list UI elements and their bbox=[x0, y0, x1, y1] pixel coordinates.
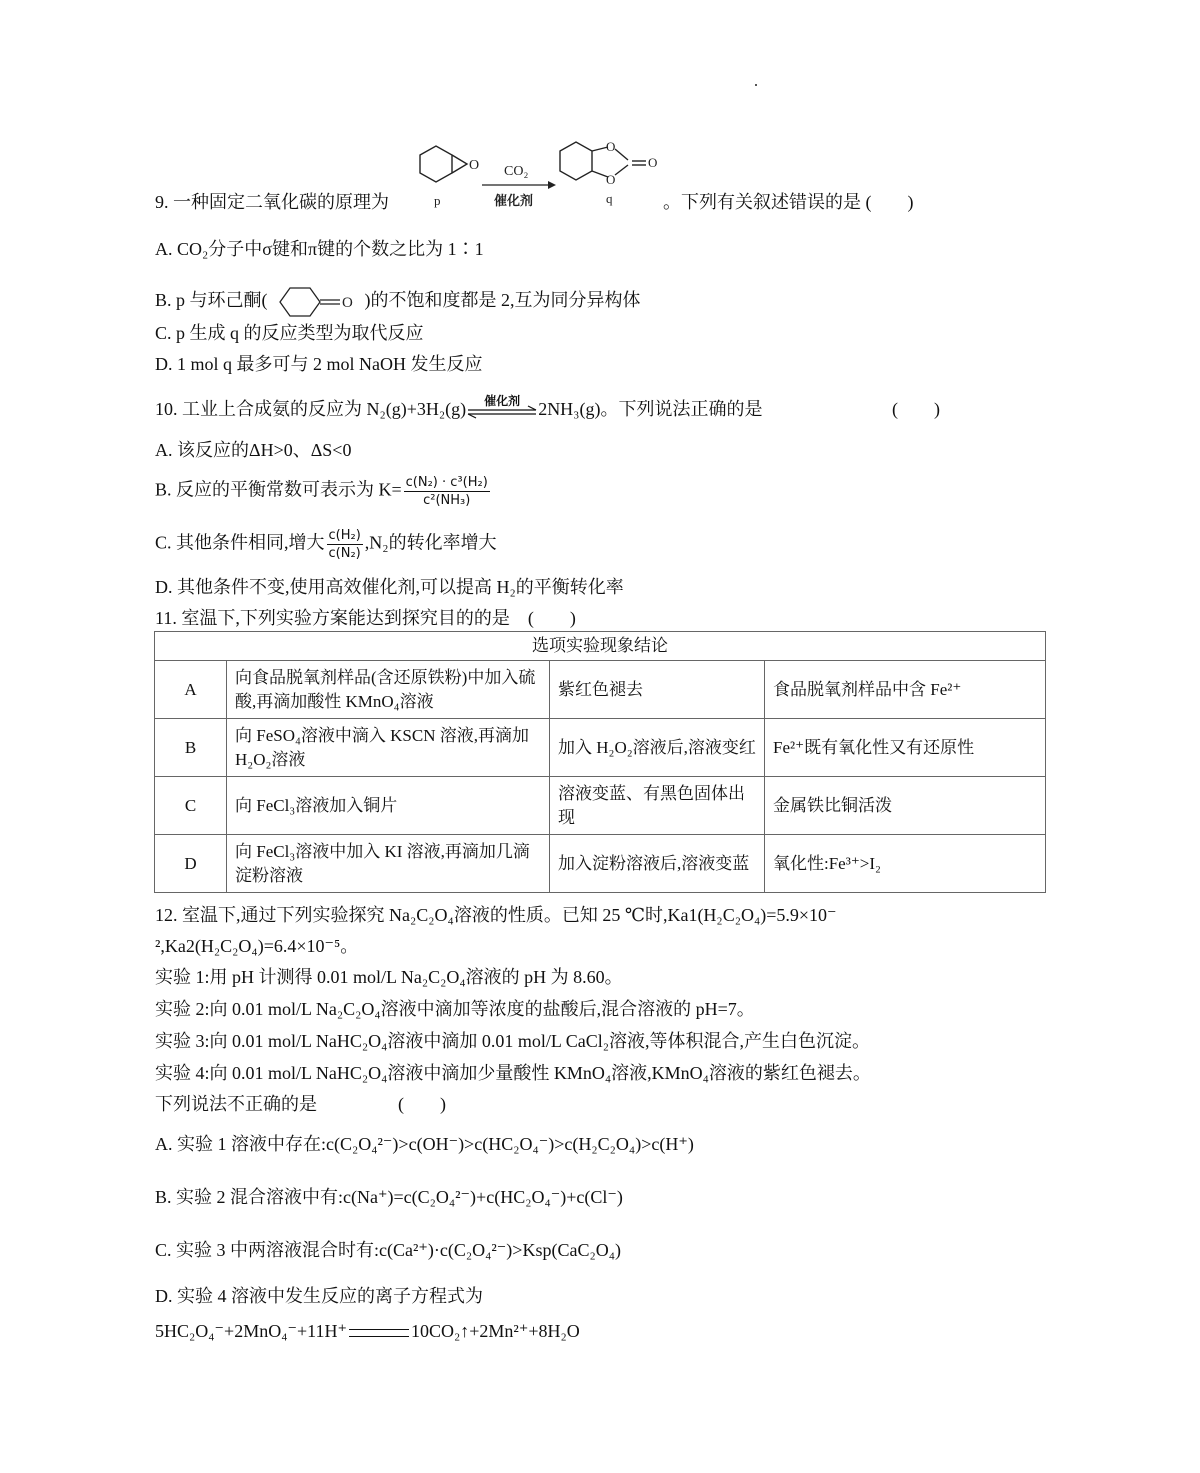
q12-stem-line1: 12. 室温下,通过下列实验探究 Na₂C₂O₄溶液的性质。已知 25 ℃时,Ka1(H₂C₂O₄)=5.9×10⁻ bbox=[155, 905, 837, 925]
q12-option-d: D. 实验 4 溶液中发生反应的离子方程式为 bbox=[155, 1286, 483, 1306]
table-row bbox=[155, 835, 1046, 893]
q12-ionic-equation bbox=[155, 1318, 580, 1344]
equilibrium-arrow bbox=[466, 393, 538, 420]
table-header-row bbox=[155, 632, 1046, 661]
k-denominator: c²(NH₃) bbox=[423, 493, 471, 508]
q12-ask: 下列说法不正确的是 bbox=[155, 1094, 317, 1114]
row-method: 向 FeCl₃溶液加入铜片 bbox=[227, 777, 550, 835]
q12-option-b: B. 实验 2 混合溶液中有:c(Na⁺)=c(C₂O₄²⁻)+c(HC₂O₄⁻)+c(Cl⁻) bbox=[155, 1187, 623, 1207]
q10-option-c-post: ,N₂的转化率增大 bbox=[364, 532, 497, 553]
q9-option-b-post: )的不饱和度都是 2,互为同分异构体 bbox=[364, 290, 641, 311]
q12-option-c: C. 实验 3 中两溶液混合时有:c(Ca²⁺)·c(C₂O₄²⁻)>Ksp(CaC₂O₄) bbox=[155, 1240, 621, 1260]
q10-answer-paren: ( ) bbox=[892, 399, 940, 419]
structure-q-oxygen-bottom: O bbox=[606, 172, 616, 187]
arrow-reagent: CO₂ bbox=[504, 164, 529, 179]
equation-left: 5HC₂O₄⁻+2MnO₄⁻+11H⁺ bbox=[155, 1321, 347, 1341]
cyclohexanone-structure bbox=[272, 282, 360, 322]
q12-option-a: A. 实验 1 溶液中存在:c(C₂O₄²⁻)>c(OH⁻)>c(HC₂O₄⁻)>c(H₂C₂O₄)>c(H⁺) bbox=[155, 1134, 694, 1154]
svg-text:O: O bbox=[342, 295, 353, 311]
structure-q-oxygen-carbonyl: O bbox=[648, 155, 658, 170]
q10-option-b-pre: B. 反应的平衡常数可表示为 K= bbox=[155, 479, 402, 500]
ratio-denominator: c(N₂) bbox=[328, 546, 361, 561]
structure-q-oxygen-top: O bbox=[606, 139, 616, 154]
table-row bbox=[155, 719, 1046, 777]
q9-option-b bbox=[155, 282, 641, 322]
row-label: B bbox=[155, 719, 227, 777]
row-label: C bbox=[155, 777, 227, 835]
equilibrium-catalyst: 催化剂 bbox=[484, 393, 521, 408]
q9-stem-post: 。下列有关叙述错误的是 ( ) bbox=[663, 192, 914, 212]
table-row bbox=[155, 661, 1046, 719]
row-conclusion: 氧化性:Fe³⁺>I₂ bbox=[765, 835, 1046, 893]
q12-experiment-3: 实验 3:向 0.01 mol/L NaHC₂O₄溶液中滴加 0.01 mol/L CaCl₂溶液,等体积混合,产生白色沉淀。 bbox=[155, 1031, 870, 1051]
row-conclusion: Fe²⁺既有氧化性又有还原性 bbox=[765, 719, 1046, 777]
q10-stem-post: 2NH₃(g)。下列说法正确的是 bbox=[538, 399, 763, 419]
structure-p-label: p bbox=[434, 193, 441, 208]
table-header: 选项实验现象结论 bbox=[155, 632, 1046, 661]
q10-option-b bbox=[155, 474, 492, 509]
structure-p bbox=[420, 146, 467, 182]
structure-q-label: q bbox=[606, 191, 613, 206]
structure-p-oxygen: O bbox=[469, 158, 480, 173]
row-method: 向 FeCl₃溶液中加入 KI 溶液,再滴加几滴淀粉溶液 bbox=[227, 835, 550, 893]
q9-option-d: D. 1 mol q 最多可与 2 mol NaOH 发生反应 bbox=[155, 354, 483, 374]
equation-equals-sign bbox=[349, 1329, 409, 1337]
q9-option-a: A. CO₂分子中σ键和π键的个数之比为 1∶1 bbox=[155, 239, 484, 259]
stray-dot bbox=[755, 84, 757, 86]
row-method: 向 FeSO₄溶液中滴入 KSCN 溶液,再滴加 H₂O₂溶液 bbox=[227, 719, 550, 777]
q10-option-d: D. 其他条件不变,使用高效催化剂,可以提高 H₂的平衡转化率 bbox=[155, 577, 624, 597]
q9-option-c: C. p 生成 q 的反应类型为取代反应 bbox=[155, 323, 424, 343]
row-phenomenon: 加入 H₂O₂溶液后,溶液变红 bbox=[550, 719, 765, 777]
row-method: 向食品脱氧剂样品(含还原铁粉)中加入硫酸,再滴加酸性 KMnO₄溶液 bbox=[227, 661, 550, 719]
row-phenomenon: 加入淀粉溶液后,溶液变蓝 bbox=[550, 835, 765, 893]
row-phenomenon: 紫红色褪去 bbox=[550, 661, 765, 719]
row-label: D bbox=[155, 835, 227, 893]
q9-stem-pre: 9. 一种固定二氧化碳的原理为 bbox=[155, 192, 389, 212]
ratio-fraction bbox=[327, 527, 363, 562]
row-label: A bbox=[155, 661, 227, 719]
equation-right: 10CO₂↑+2Mn²⁺+8H₂O bbox=[410, 1321, 580, 1341]
q10-option-a: A. 该反应的ΔH>0、ΔS<0 bbox=[155, 440, 352, 460]
q11-stem: 11. 室温下,下列实验方案能达到探究目的的是 ( ) bbox=[155, 608, 576, 628]
row-conclusion: 食品脱氧剂样品中含 Fe²⁺ bbox=[765, 661, 1046, 719]
q12-experiment-4: 实验 4:向 0.01 mol/L NaHC₂O₄溶液中滴加少量酸性 KMnO₄溶液,KMnO₄溶液的紫红色褪去。 bbox=[155, 1063, 871, 1083]
q12-experiment-1: 实验 1:用 pH 计测得 0.01 mol/L Na₂C₂O₄溶液的 pH 为 8.60。 bbox=[155, 967, 623, 987]
ratio-numerator: c(H₂) bbox=[328, 528, 361, 543]
q11-table bbox=[154, 631, 1046, 893]
q12-stem-line2: ²,Ka2(H₂C₂O₄)=6.4×10⁻⁵。 bbox=[155, 936, 359, 956]
arrow-catalyst: 催化剂 bbox=[494, 194, 534, 209]
q10-stem-pre: 10. 工业上合成氨的反应为 N₂(g)+3H₂(g) bbox=[155, 399, 467, 419]
table-row bbox=[155, 777, 1046, 835]
structure-q bbox=[560, 142, 646, 180]
row-phenomenon: 溶液变蓝、有黑色固体出现 bbox=[550, 777, 765, 835]
q12-answer-paren: ( ) bbox=[398, 1094, 446, 1114]
q10-option-c-pre: C. 其他条件相同,增大 bbox=[155, 532, 325, 553]
q10-option-c bbox=[155, 527, 497, 562]
q12-experiment-2: 实验 2:向 0.01 mol/L Na₂C₂O₄溶液中滴加等浓度的盐酸后,混合溶液的 pH=7。 bbox=[155, 999, 755, 1019]
equilibrium-constant-fraction bbox=[404, 474, 490, 509]
q9-stem bbox=[155, 189, 389, 215]
q9-option-b-pre: B. p 与环己酮( bbox=[155, 290, 268, 311]
q9-reaction-scheme bbox=[410, 135, 680, 213]
row-conclusion: 金属铁比铜活泼 bbox=[765, 777, 1046, 835]
q10-stem bbox=[155, 393, 763, 422]
k-numerator: c(N₂) · c³(H₂) bbox=[405, 475, 488, 490]
